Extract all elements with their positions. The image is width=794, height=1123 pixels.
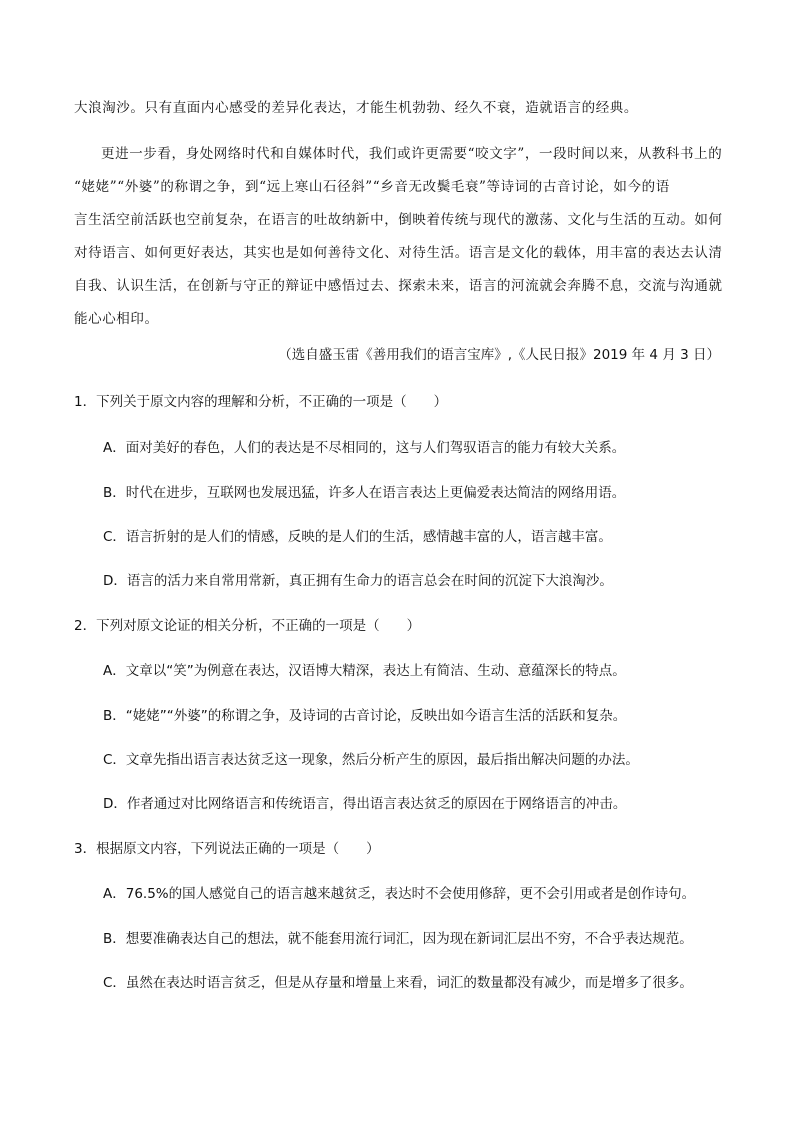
- question-2-option-c: C．文章先指出语言表达贫乏这一现象，然后分析产生的原因，最后指出解决问题的办法。: [103, 752, 639, 768]
- passage-paragraph-1-line: 大浪淘沙。只有直面内心感受的差异化表达，才能生机勃勃、经久不衰，造就语言的经典。: [74, 100, 638, 116]
- question-1-option-b: B．时代在进步，互联网也发展迅猛，许多人在语言表达上更偏爱表达简洁的网络用语。: [103, 485, 626, 501]
- question-2-option-b: B．“姥姥”“外婆”的称谓之争，及诗词的古音讨论，反映出如今语言生活的活跃和复杂。: [103, 708, 627, 724]
- question-2-option-d: D．作者通过对比网络语言和传统语言，得出语言表达贫乏的原因在于网络语言的冲击。: [103, 796, 627, 812]
- question-3-option-a: A．76.5%的国人感觉自己的语言越来越贫乏，表达时不会使用修辞，更不会引用或者是创作诗句。: [103, 886, 696, 902]
- passage-source: （选自盛玉雷《善用我们的语言宝库》,《人民日报》2019 年 4 月 3 日）: [278, 347, 720, 363]
- question-3-option-c: C．虽然在表达时语言贫乏，但是从存量和增量上来看，词汇的数量都没有减少，而是增多了很多。: [103, 975, 693, 991]
- passage-line: 言生活空前活跃也空前复杂，在语言的吐故纳新中，倒映着传统与现代的激荡、文化与生活的互动。如何: [74, 212, 723, 228]
- passage-paragraph-2: [74, 138, 722, 336]
- question-1-option-a: A．面对美好的春色，人们的表达是不尽相同的，这与人们驾驭语言的能力有较大关系。: [103, 440, 626, 456]
- question-1-stem: 1．下列关于原文内容的理解和分析，不正确的一项是（ ）: [74, 394, 448, 410]
- passage-line: 能心心相印。: [74, 311, 159, 327]
- question-2-option-a: A．文章以“笑”为例意在表达，汉语博大精深，表达上有简洁、生动、意蕴深长的特点。: [103, 663, 626, 679]
- passage-line: 对待语言、如何更好表达，其实也是如何善待文化、对待生活。语言是文化的载体，用丰富的表达去认清: [74, 245, 723, 261]
- question-1-option-c: C．语言折射的是人们的情感，反映的是人们的生活，感情越丰富的人，语言越丰富。: [103, 529, 612, 545]
- question-1-option-d: D．语言的活力来自常用常新，真正拥有生命力的语言总会在时间的沉淀下大浪淘沙。: [103, 573, 613, 589]
- passage-line: 更进一步看，身处网络时代和自媒体时代，我们或许更需要“咬文字”，一段时间以来，从教科书上的: [101, 146, 723, 162]
- passage-line: 自我、认识生活，在创新与守正的辩证中感悟过去、探索未来，语言的河流就会奔腾不息，交流与沟通就: [74, 278, 723, 294]
- question-2-stem: 2．下列对原文论证的相关分析，不正确的一项是（ ）: [74, 618, 421, 634]
- question-3-option-b: B．想要准确表达自己的想法，就不能套用流行词汇，因为现在新词汇层出不穷，不合乎表达规范。: [103, 931, 693, 947]
- passage-line: “姥姥”“外婆”的称谓之争，到“远上寒山石径斜”“乡音无改鬓毛衰”等诗词的古音讨论，如今的语: [74, 179, 670, 195]
- question-3-stem: 3．根据原文内容，下列说法正确的一项是（ ）: [74, 841, 380, 857]
